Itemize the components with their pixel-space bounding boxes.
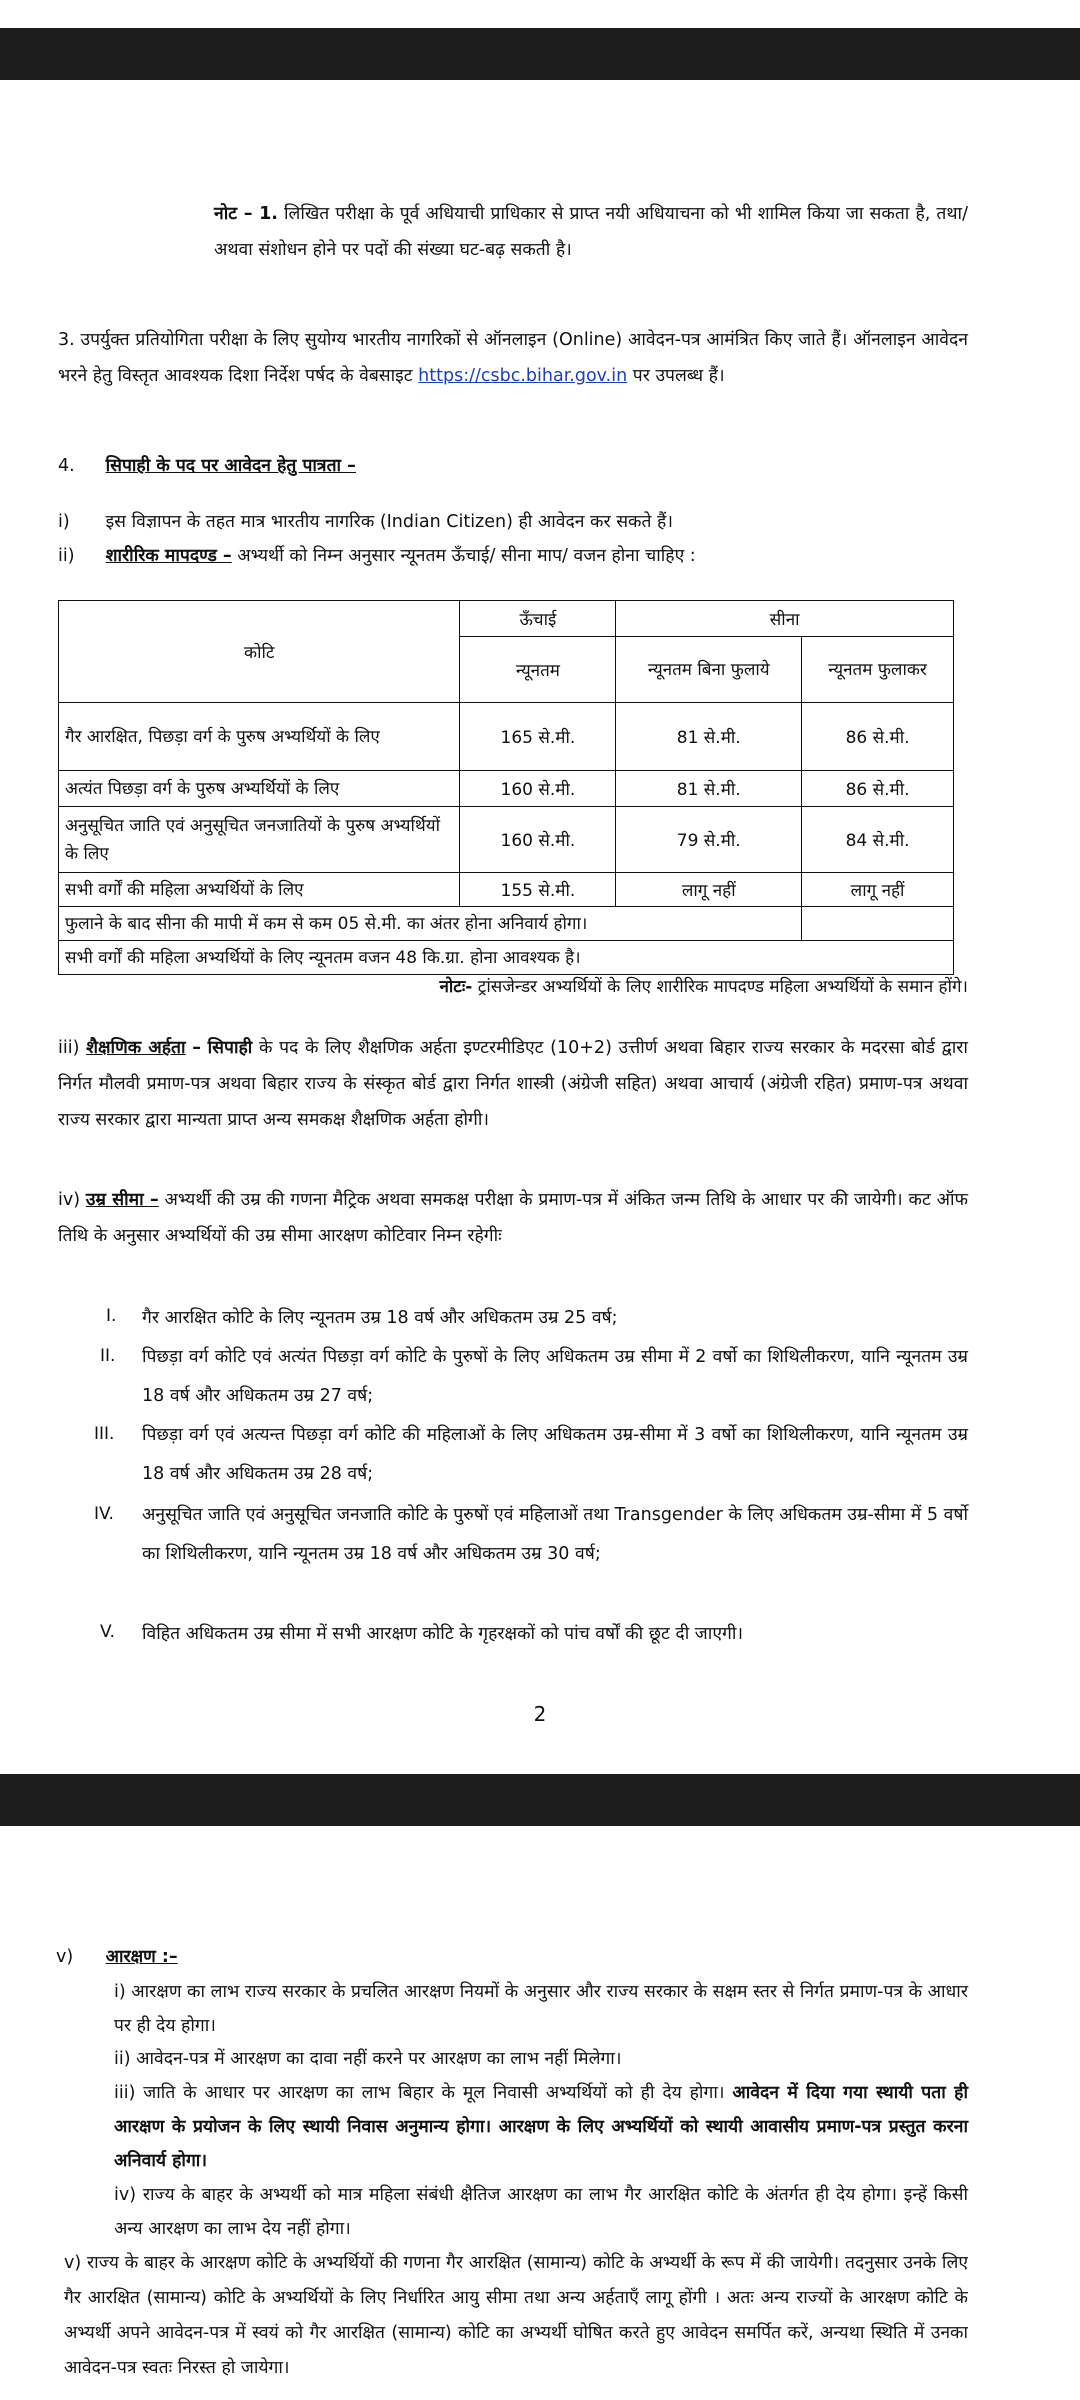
row-category: गैर आरक्षित, पिछड़ा वर्ग के पुरुष अभ्यर्थियों के लिए <box>59 703 460 771</box>
row-height: 160 से.मी. <box>460 807 616 873</box>
reservation-point-1: i) आरक्षण का लाभ राज्य सरकार के प्रचलित आरक्षण नियमों के अनुसार और राज्य सरकार के सक्षम स्तर से निर्गत प्रमाण-पत्र के आधार पर ही देय होगा। <box>114 1982 968 2036</box>
page-number: 2 <box>533 1702 547 1726</box>
item-iii-post: सिपाही <box>207 1038 253 1058</box>
age-item-number: IV. <box>94 1504 114 1524</box>
age-item-text: गैर आरक्षित कोटि के लिए न्यूनतम उम्र 18 वर्ष और अधिकतम उम्र 25 वर्ष; <box>142 1308 618 1328</box>
table-note-chest-difference: फुलाने के बाद सीना की मापी में कम से कम 05 से.मी. का अंतर होना अनिवार्य होगा। <box>59 907 802 941</box>
age-item-text: अनुसूचित जाति एवं अनुसूचित जनजाति कोटि के पुरुषों एवं महिलाओं तथा Transgender के लिए अधिकतम उम्र-सीमा में 5 वर्षो का शिथिलीकरण, यानि न्यूनतम उम्र 18 वर्ष और अधिकतम उम्र 30 वर्ष; <box>142 1505 968 1564</box>
eligibility-item-iii <box>58 1030 968 1138</box>
note-1-text: लिखित परीक्षा के पूर्व अधियाची प्राधिकार से प्राप्त नयी अधियाचना को भी शामिल किया जा सकता है, तथा/ अथवा संशोधन होने पर पदों की संख्या घट-बढ़ सकती है। <box>214 204 968 260</box>
row-category: सभी वर्गों की महिला अभ्यर्थियों के लिए <box>59 873 460 907</box>
header-chest-unexpanded: न्यूनतम बिना फुलाये <box>616 637 802 703</box>
section-4-heading <box>58 448 968 484</box>
item-iii-dash: – <box>192 1038 201 1058</box>
row-category: अनुसूचित जाति एवं अनुसूचित जनजातियों के पुरुष अभ्यर्थियों के लिए <box>59 807 460 873</box>
item-i-text: इस विज्ञापन के तहत मात्र भारतीय नागरिक (Indian Citizen) ही आवेदन कर सकते हैं। <box>105 512 673 532</box>
age-item-number: III. <box>94 1424 115 1444</box>
row-height: 155 से.मी. <box>460 873 616 907</box>
item-ii-heading: शारीरिक मापदण्ड – <box>105 546 232 566</box>
row-chest-expanded: 86 से.मी. <box>802 703 954 771</box>
note-1 <box>214 196 968 268</box>
eligibility-item-i <box>58 506 968 538</box>
section-4-title: सिपाही के पद पर आवेदन हेतु पात्रता – <box>105 456 356 476</box>
table-row <box>59 873 954 907</box>
item-ii-number: ii) <box>58 546 75 566</box>
row-chest-expanded: 84 से.मी. <box>802 807 954 873</box>
item-iii-number: iii) <box>58 1038 80 1058</box>
age-item-number: I. <box>106 1306 117 1326</box>
row-chest: 81 से.मी. <box>616 703 802 771</box>
item-v-heading: आरक्षण :– <box>105 1947 178 1967</box>
reservation-point-5: v) राज्य के बाहर के आरक्षण कोटि के अभ्यर्थियों की गणना गैर आरक्षित (सामान्य) कोटि के अभ्यर्थी के रूप में की जायेगी। तदनुसार उनके लिए गैर आरक्षित (सामान्य) कोटि के अभ्यर्थियों के लिए निर्धारित आयु सीमा तथा अन्य अर्हताएँ लागू होंगी । अतः अन्य राज्यों के आरक्षण कोटि के अभ्यर्थी अपने आवेदन-पत्र में स्वयं को गैर आरक्षित (सामान्य) कोटि का अभ्यर्थी घोषित करते हुए आवेदन समर्पित करें, अन्यथा स्थिति में उनका आवेदन-पत्र स्वतः निरस्त हो जायेगा। <box>64 2253 968 2378</box>
section-3 <box>58 322 968 394</box>
header-height: ऊँचाई <box>460 601 616 637</box>
eligibility-item-iv <box>58 1182 968 1254</box>
reservation-point-3-bold: आवेदन में दिया गया स्थायी पता ही आरक्षण के प्रयोजन के लिए स्थायी निवास अनुमान्य होगा। आरक्षण के लिए अभ्यर्थियों को स्थायी आवासीय प्रमाण-पत्र प्रस्तुत करना अनिवार्य होगा। <box>114 2083 968 2171</box>
item-i-number: i) <box>58 512 70 532</box>
section-4-number: 4. <box>58 456 75 476</box>
table-note-weight: सभी वर्गों की महिला अभ्यर्थियों के लिए न्यूनतम वजन 48 कि.ग्रा. होना आवश्यक है। <box>59 941 954 975</box>
section-3-text: 3. उपर्युक्त प्रतियोगिता परीक्षा के लिए सुयोग्य भारतीय नागरिकों से ऑनलाइन (Online) आवेदन-पत्र आमंत्रित किए जाते हैं। ऑनलाइन आवेदन भरने हेतु विस्तृत आवश्यक दिशा निर्देश पर्षद के वेबसाइट <box>58 330 968 386</box>
physical-standards-table <box>58 600 954 975</box>
item-iii-text: के पद के लिए शैक्षणिक अर्हता इण्टरमीडिएट (10+2) उत्तीर्ण अथवा बिहार राज्य सरकार के मदरसा बोर्ड द्वारा निर्गत मौलवी प्रमाण-पत्र अथवा बिहार राज्य के संस्कृत बोर्ड द्वारा निर्गत शास्त्री (अंग्रेजी सहित) अथवा आचार्य (अंग्रेजी रहित) प्रमाण-पत्र अथवा राज्य सरकार द्वारा मान्यता प्राप्त अन्य समकक्ष शैक्षणिक अर्हता होगी। <box>58 1038 968 1130</box>
item-iv-text: अभ्यर्थी की उम्र की गणना मैट्रिक अथवा समकक्ष परीक्षा के प्रमाण-पत्र में अंकित जन्म तिथि के आधार पर की जायेगी। कट ऑफ तिथि के अनुसार अभ्यर्थियों की उम्र सीमा आरक्षण कोटिवार निम्न रहेगीः <box>58 1190 968 1246</box>
item-iii-heading: शैक्षणिक अर्हता <box>86 1038 186 1058</box>
transgender-note <box>240 974 968 997</box>
section-3-suffix: पर उपलब्ध हैं। <box>632 366 725 386</box>
reservation-point-2: ii) आवेदन-पत्र में आरक्षण का दावा नहीं करने पर आरक्षण का लाभ नहीं मिलेगा। <box>114 2049 622 2069</box>
reservation-point-3-text: iii) जाति के आधार पर आरक्षण का लाभ बिहार के मूल निवासी अभ्यर्थियों को ही देय होगा। <box>114 2083 725 2103</box>
header-category: कोटि <box>59 601 460 703</box>
note-1-label: नोट – 1. <box>214 204 278 224</box>
header-height-min: न्यूनतम <box>460 637 616 703</box>
row-chest: 79 से.मी. <box>616 807 802 873</box>
age-item-text: पिछड़ा वर्ग एवं अत्यन्त पिछड़ा वर्ग कोटि की महिलाओं के लिए अधिकतम उम्र-सीमा में 3 वर्षो का शिथिलीकरण, यानि न्यूनतम उम्र 18 वर्ष और अधिकतम उम्र 28 वर्ष; <box>142 1425 968 1484</box>
header-chest-expanded: न्यूनतम फुलाकर <box>802 637 954 703</box>
row-category: अत्यंत पिछड़ा वर्ग के पुरुष अभ्यर्थियों के लिए <box>59 771 460 807</box>
item-iv-number: iv) <box>58 1190 81 1210</box>
header-chest: सीना <box>616 601 954 637</box>
page-separator-bar <box>0 1774 1080 1826</box>
row-chest-expanded: 86 से.मी. <box>802 771 954 807</box>
item-ii-text: अभ्यर्थी को निम्न अनुसार न्यूनतम ऊँचाई/ सीना माप/ वजन होना चाहिए : <box>237 546 696 566</box>
reservation-point-4: iv) राज्य के बाहर के अभ्यर्थी को मात्र महिला संबंधी क्षैतिज आरक्षण का लाभ गैर आरक्षित कोटि के अंतर्गत ही देय होगा। इन्हें किसी अन्य आरक्षण का लाभ देय नहीं होगा। <box>114 2185 968 2239</box>
transgender-note-label: नोटः- <box>439 977 473 997</box>
age-item-text: विहित अधिकतम उम्र सीमा में सभी आरक्षण कोटि के गृहरक्षकों को पांच वर्षों की छूट दी जाएगी। <box>142 1624 744 1644</box>
eligibility-item-v <box>56 1940 966 1974</box>
table-row <box>59 807 954 873</box>
row-height: 160 से.मी. <box>460 771 616 807</box>
reservation-point-3 <box>114 2076 968 2178</box>
item-iv-heading: उम्र सीमा – <box>85 1190 159 1210</box>
website-link[interactable]: https://csbc.bihar.gov.in <box>418 366 628 386</box>
age-item-text: पिछड़ा वर्ग कोटि एवं अत्यंत पिछड़ा वर्ग कोटि के पुरुषों के लिए अधिकतम उम्र सीमा में 2 वर्षो का शिथिलीकरण, यानि न्यूनतम उम्र 18 वर्ष और अधिकतम उम्र 27 वर्ष; <box>142 1347 968 1406</box>
table-row <box>59 771 954 807</box>
eligibility-item-ii <box>58 540 968 572</box>
table-row <box>59 703 954 771</box>
age-item-number: II. <box>100 1346 116 1366</box>
row-chest: लागू नहीं <box>616 873 802 907</box>
row-height: 165 से.मी. <box>460 703 616 771</box>
page-separator-bar <box>0 28 1080 80</box>
transgender-note-text: ट्रांसजेन्डर अभ्यर्थियों के लिए शारीरिक मापदण्ड महिला अभ्यर्थियों के समान होंगे। <box>477 977 968 997</box>
table-note-empty-cell <box>802 907 954 941</box>
row-chest: 81 से.मी. <box>616 771 802 807</box>
age-item-number: V. <box>100 1622 115 1642</box>
item-v-number: v) <box>56 1947 74 1967</box>
row-chest-expanded: लागू नहीं <box>802 873 954 907</box>
